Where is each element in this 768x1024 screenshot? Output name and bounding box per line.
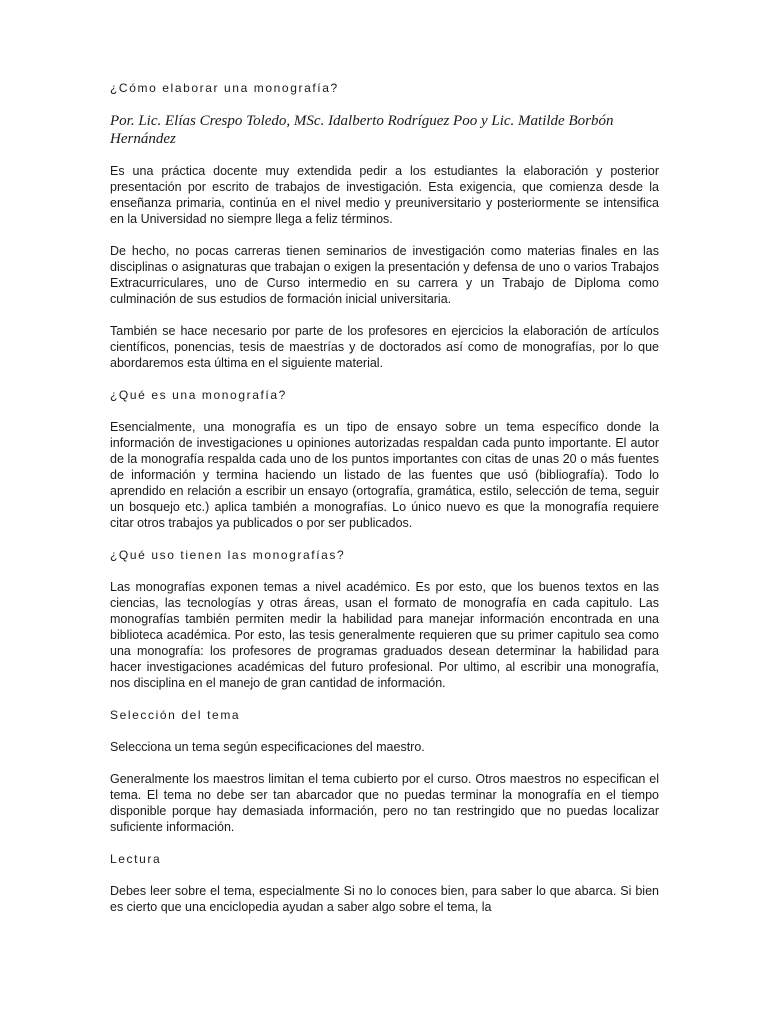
intro-paragraph-3: También se hace necesario por parte de los profesores en ejercicios la elaboración de artículos científicos, ponencias, tesis de maestrías y de doctorados así como de monografías, por lo que abordaremos esta última en el siguiente material.: [110, 324, 659, 370]
que-es-paragraph: Esencialmente, una monografía es un tipo de ensayo sobre un tema específico donde la información de investigaciones u opiniones autorizadas respaldan cada punto importante. El autor de la monografía respalda cada uno de los puntos importantes con citas de unas 20 o más fuentes de información y termina haciendo un listado de las fuentes que usó (bibliografía). Todo lo aprendido en relación a escribir un ensayo (ortografía, gramática, estilo, selección de tema, seguir un bosquejo etc.) aplica también a monografías. Lo único nuevo es que la monografía requiere citar otros trabajos ya publicados o por ser publicados.: [110, 420, 659, 530]
section-heading-seleccion: Selección del tema: [110, 708, 241, 722]
uso-paragraph: Las monografías exponen temas a nivel académico. Es por esto, que los buenos textos en las ciencias, las tecnologías y otras áreas, usan el formato de monografía en cada capitulo. Las monografías también permiten medir la habilidad para manejar información encontrada en una biblioteca académica. Por esto, las tesis generalmente requieren que su primer capitulo sea como una monografía: los profesores de programas graduados desean determinar la habilidad para hacer investigaciones académicas del futuro profesional. Por ultimo, al escribir una monografía, nos disciplina en el manejo de gran cantidad de información.: [110, 580, 659, 690]
section-heading-uso: ¿Qué uso tienen las monografías?: [110, 548, 346, 562]
intro-paragraph-1: Es una práctica docente muy extendida pedir a los estudiantes la elaboración y posterior presentación por escrito de trabajos de investigación. Esta exigencia, que comienza desde la enseñanza primaria, continúa en el nivel medio y preuniversitario y posteriormente se intensifica en la Universidad no siempre llega a feliz términos.: [110, 164, 659, 226]
section-heading-que-es: ¿Qué es una monografía?: [110, 388, 287, 402]
document-page: [110, 80, 659, 931]
seleccion-paragraph-1: Selecciona un tema según especificaciones del maestro.: [110, 740, 425, 754]
author-byline: Por. Lic. Elías Crespo Toledo, MSc. Idalberto Rodríguez Poo y Lic. Matilde Borbón Hernández: [110, 113, 614, 147]
intro-paragraph-2: De hecho, no pocas carreras tienen seminarios de investigación como materias finales en las disciplinas o asignaturas que trabajan o exigen la presentación y defensa de uno o varios Trabajos Extracurriculares, uno de Curso intermedio en su carrera y un Trabajo de Diploma como culminación de sus estudios de formación inicial universitaria.: [110, 244, 659, 306]
section-heading-lectura: Lectura: [110, 852, 162, 866]
lectura-paragraph: Debes leer sobre el tema, especialmente Si no lo conoces bien, para saber lo que abarca. Si bien es cierto que una enciclopedia ayudan a saber algo sobre el tema, la: [110, 884, 659, 914]
seleccion-paragraph-2: Generalmente los maestros limitan el tema cubierto por el curso. Otros maestros no especifican el tema. El tema no debe ser tan abarcador que no puedas terminar la monografía en el tiempo disponible porque hay demasiada información, pero no tan restringido que no puedas localizar suficiente información.: [110, 772, 659, 834]
document-title: ¿Cómo elaborar una monografía?: [110, 81, 339, 95]
